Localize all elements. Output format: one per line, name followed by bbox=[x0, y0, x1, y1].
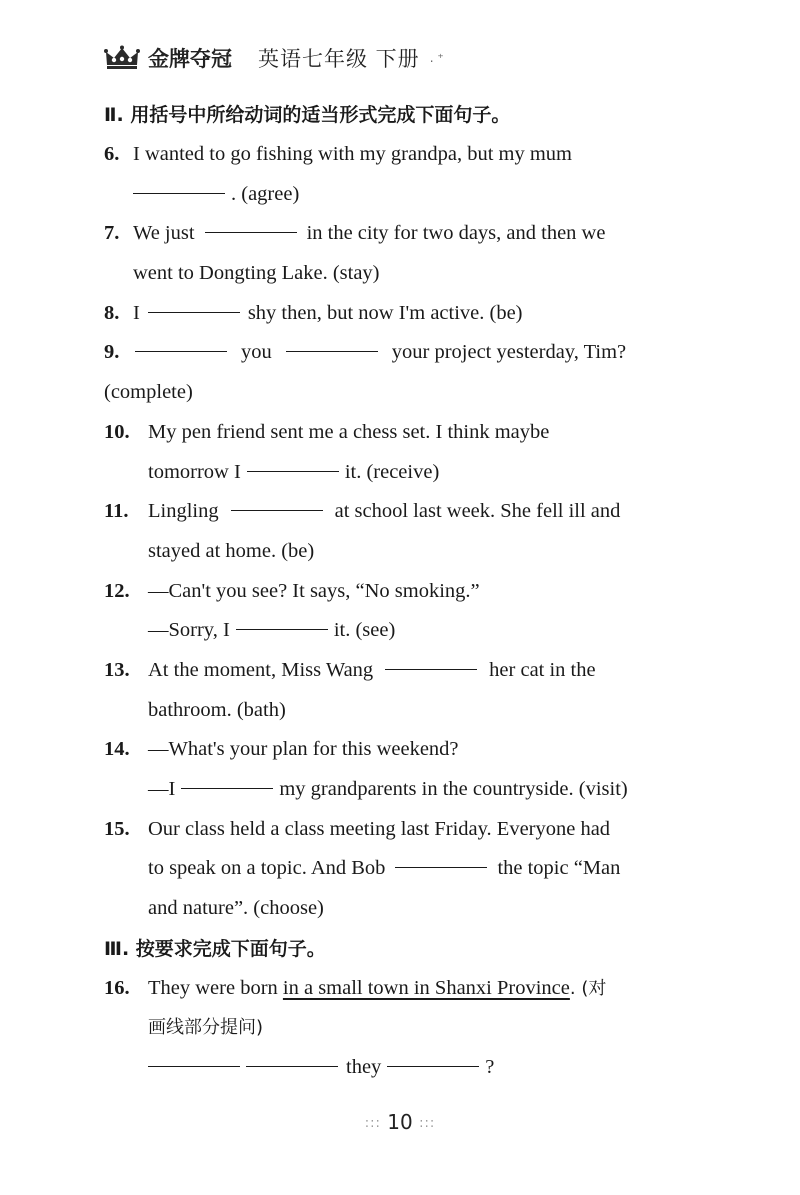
question-7 bbox=[104, 214, 734, 293]
underlined-phrase: in a small town in Shanxi Province bbox=[282, 976, 570, 999]
question-text: it. (see) bbox=[333, 619, 396, 642]
page-header bbox=[104, 40, 444, 76]
question-text: at school last week. She fell ill and bbox=[334, 500, 621, 523]
answer-blank[interactable] bbox=[395, 849, 487, 868]
question-text: stayed at home. (be) bbox=[148, 539, 315, 562]
question-number: 7. bbox=[104, 222, 120, 245]
question-text: they bbox=[346, 1056, 382, 1079]
question-text: —Can't you see? It says, “No smoking.” bbox=[148, 579, 480, 602]
question-6 bbox=[104, 135, 734, 214]
question-text: Our class held a class meeting last Friday. Everyone had bbox=[148, 817, 611, 840]
question-text: . (agree) bbox=[231, 182, 300, 205]
question-number: 6. bbox=[104, 143, 120, 165]
question-number: 10. bbox=[104, 420, 130, 443]
question-number: 11. bbox=[104, 500, 129, 523]
question-number: 13. bbox=[104, 658, 130, 681]
question-text: the topic “Man bbox=[497, 857, 621, 880]
question-text: 画线部分提问) bbox=[148, 1017, 264, 1039]
question-8 bbox=[104, 294, 734, 334]
answer-blank[interactable] bbox=[148, 294, 240, 313]
question-number: 15. bbox=[104, 817, 130, 840]
question-13 bbox=[104, 651, 734, 730]
question-text: They were born bbox=[148, 976, 278, 999]
page-number: 10 bbox=[387, 1110, 413, 1134]
question-text: I wanted to go fishing with my grandpa, but my mum bbox=[133, 143, 572, 165]
question-text: . (对 bbox=[569, 977, 607, 999]
answer-blank[interactable] bbox=[135, 333, 227, 352]
question-11 bbox=[104, 492, 734, 571]
question-16 bbox=[104, 969, 734, 1088]
question-text: to speak on a topic. And Bob bbox=[148, 857, 386, 880]
answer-blank[interactable] bbox=[246, 1048, 338, 1067]
question-9 bbox=[104, 333, 734, 412]
answer-blank[interactable] bbox=[231, 492, 323, 511]
question-text: in the city for two days, and then we bbox=[306, 222, 606, 245]
header-decoration: . ⁺ bbox=[429, 51, 444, 65]
question-text: went to Dongting Lake. (stay) bbox=[133, 262, 380, 285]
page-number-footer bbox=[0, 1110, 800, 1134]
answer-blank[interactable] bbox=[148, 1048, 240, 1067]
book-title: 英语七年级 下册 bbox=[258, 47, 420, 71]
question-12 bbox=[104, 572, 734, 651]
brand-title: 金牌夺冠 bbox=[148, 47, 232, 71]
answer-blank[interactable] bbox=[286, 333, 378, 352]
question-text: Lingling bbox=[148, 500, 219, 523]
question-text: We just bbox=[133, 222, 195, 245]
question-text: I bbox=[133, 301, 140, 324]
question-15 bbox=[104, 810, 734, 929]
question-number: 14. bbox=[104, 738, 130, 761]
question-text: and nature”. (choose) bbox=[148, 897, 324, 920]
question-text: (complete) bbox=[104, 381, 193, 404]
question-text: it. (receive) bbox=[344, 460, 440, 483]
question-number: 16. bbox=[104, 976, 130, 999]
question-text: you bbox=[241, 341, 272, 364]
crown-icon bbox=[104, 45, 140, 71]
question-14 bbox=[104, 730, 734, 809]
section-3-title: Ⅲ. 按要求完成下面句子。 bbox=[104, 937, 326, 960]
question-text: At the moment, Miss Wang bbox=[148, 658, 374, 681]
exercise-content bbox=[104, 95, 734, 1088]
question-text: ? bbox=[485, 1056, 495, 1079]
question-number: 8. bbox=[104, 301, 120, 324]
question-text: —I bbox=[148, 778, 176, 800]
question-text: My pen friend sent me a chess set. I think maybe bbox=[148, 420, 550, 443]
answer-blank[interactable] bbox=[205, 214, 297, 233]
question-text: her cat in the bbox=[489, 658, 596, 681]
question-text: your project yesterday, Tim? bbox=[391, 341, 627, 364]
question-text: —Sorry, I bbox=[148, 619, 230, 642]
footer-decoration: ::: bbox=[364, 1116, 381, 1131]
question-text: my grandparents in the countryside. (visit) bbox=[279, 778, 628, 800]
answer-blank[interactable] bbox=[387, 1048, 479, 1067]
question-10 bbox=[104, 413, 734, 492]
answer-blank[interactable] bbox=[181, 770, 273, 789]
answer-blank[interactable] bbox=[236, 611, 328, 630]
answer-blank[interactable] bbox=[247, 453, 339, 472]
question-text: shy then, but now I'm active. (be) bbox=[247, 301, 523, 324]
question-text: —What's your plan for this weekend? bbox=[148, 738, 459, 761]
answer-blank[interactable] bbox=[385, 651, 477, 670]
question-text: tomorrow I bbox=[148, 460, 241, 483]
question-number: 12. bbox=[104, 579, 130, 602]
question-number: 9. bbox=[104, 341, 120, 364]
question-text: bathroom. (bath) bbox=[148, 698, 286, 721]
answer-blank[interactable] bbox=[133, 175, 225, 194]
section-2-title: Ⅱ. 用括号中所给动词的适当形式完成下面句子。 bbox=[104, 104, 511, 126]
footer-decoration: ::: bbox=[419, 1116, 436, 1131]
